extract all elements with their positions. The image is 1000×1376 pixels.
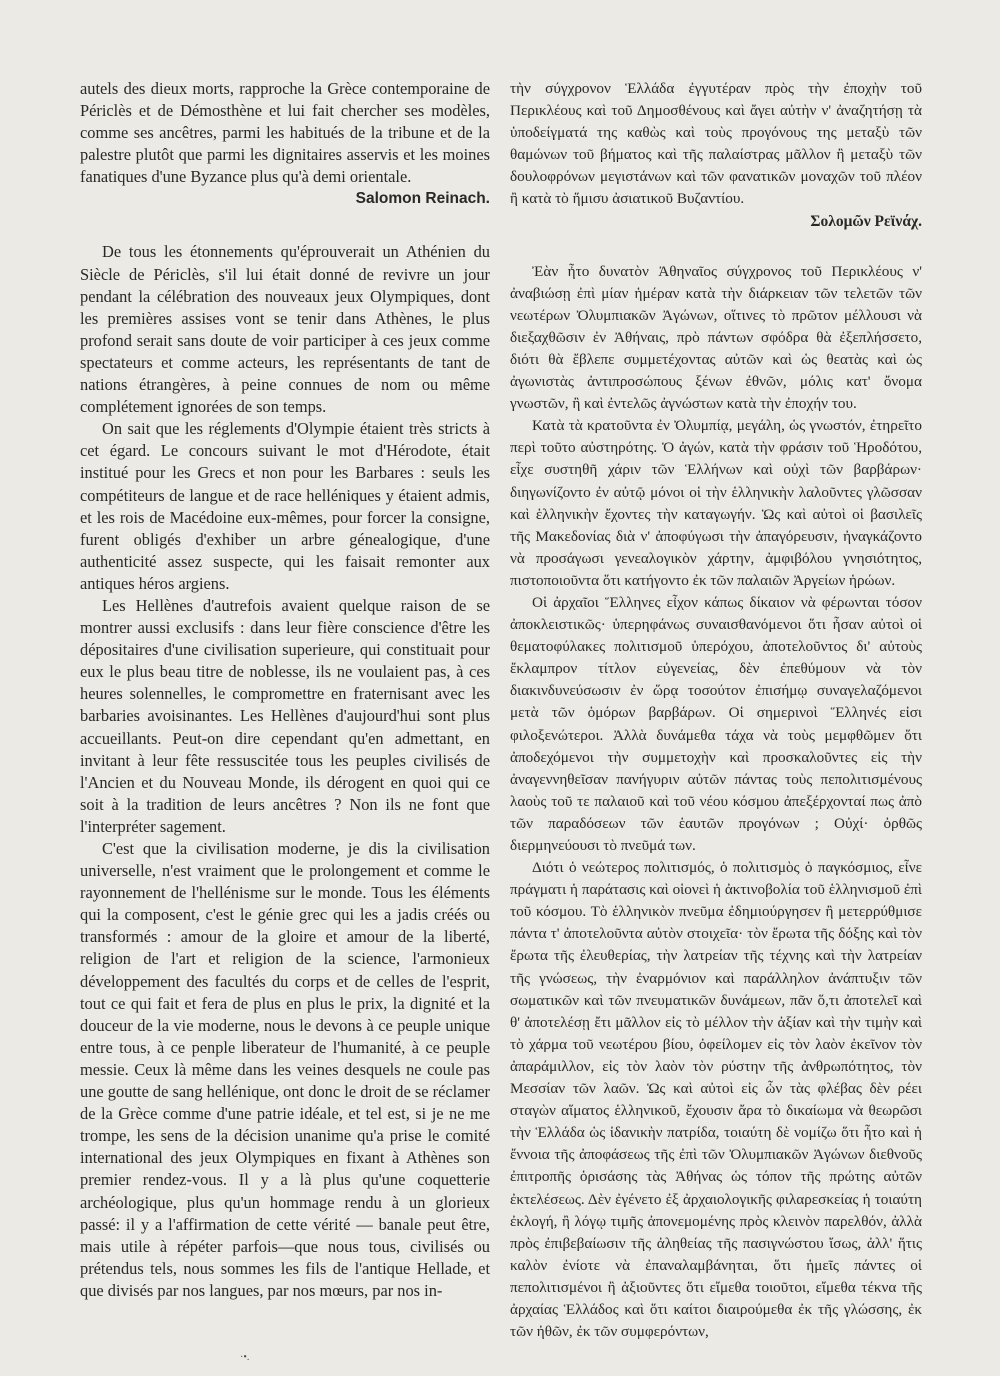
- french-intro-paragraph: autels des dieux morts, rapproche la Grèce contemporaine de Périclès et de Démosthène et lui fait chercher ses modèles, comme ses ancêtres, parmi les habitués de la tribune et de la palestre plutôt que parmi les dignitaires asservis et les moines fanatiques d'une Byzance plus qu'à demi orientale.: [80, 79, 490, 187]
- french-paragraph-3: Les Hellènes d'autrefois avaient quelque raison de se montrer aussi exclusifs : dans leur fière conscience d'être les dépositaires d'une civilisation superieure, qui constituait pour eux le plus beau titre de noblesse, ils ne voulaient pas, à ces heures solennelles, le compromettre en fraternisant avec les barbaries avoisinantes. Les Hellènes d'aujourd'hui sont plus accueillants. Peut-on dire cependant qu'en admettant, en invitant à leur fête ressuscitée tous les peuples civilisés de l'Ancien et du Nouveau Monde, ils dérogent en quoi qui ce soit à la tradition de leurs ancêtres ? Non ils ne font que l'interpréter sagement.: [80, 595, 490, 836]
- footer-printer-mark: ·•.: [240, 1352, 250, 1363]
- french-paragraph-4: C'est que la civilisation moderne, je dis la civilisation universelle, n'est vraiment que le prolongement et comme le rayonnement de l'hellénisme sur le monde. Tous les éléments qui la composent, c'est le génie grec qui les a jadis créés ou transformés : amour de la gloire et amour de la liberté, religion de l'art et religion de la science, l'armonieux développement des facultés du corps et de celles de l'esprit, tout ce qui fait et fera de plus en plus le prix, la dignité et la douceur de la vie moderne, nous le devons à ce peuple unique entre tous, à ce penple liberateur de l'humanité, à ce peuple messie. Ceux là même dans les veines desquels ne coule pas une goutte de sang hellénique, ont donc le droit de se réclamer de la Grèce comme d'une patrie idéale, et tel est, si je ne me trompe, les sens de la décision unanime qu'a prise le comité international des jeux Olympiques en fixant à Athènes son premier rendez-vous. Il y a là plus qu'une coquetterie archéologique, plus qu'un hommage rendu à un glorieux passé: il y a l'affirmation de cette vérité — banale peut être, mais utile à répéter parfois—que nous tous, civilisés ou prétendus tels, nous sommes les fils de l'antique Hellade, et que divisés par nos langues, par nos mœurs, par nos in-: [80, 839, 490, 1300]
- french-column: [80, 78, 490, 1302]
- greek-intro-paragraph: τὴν σύγχρονον Ἑλλάδα ἐγγυτέραν πρὸς τὴν ἐποχὴν τοῦ Περικλέους καὶ τοῦ Δημοσθένους καὶ ἄγει αὐτὴν ν' ἀναζητήσῃ τὰ ὑποδείγματά της καθὼς καὶ τοὺς προγόνους της μεταξὺ τῶν θαμώνων τοῦ βήματος καὶ τῆς παλαίστρας μᾶλλον ἢ μεταξὺ τῶν δουλοφρόνων μεγιστάνων καὶ τῶν φανατικῶν μοναχῶν τοῦ πλέον ἢ κατὰ τὸ ἥμισυ ἀσιατικοῦ Βυζαντίου.: [510, 80, 922, 208]
- greek-paragraph-3: Οἱ ἀρχαῖοι Ἕλληνες εἶχον κάπως δίκαιον νὰ φέρωνται τόσον ἀποκλειστικῶς· ὑπερηφάνως συναισθανόμενοι ὅτι ἦσαν αὐτοὶ οἱ θεματοφύλακες πολιτισμοῦ ὑπερόχου, ἀποτελοῦντος δι' αὐτοὺς ἔκλαμπρον τίτλον εὐγενείας, δὲν ἐπεθύμουν νὰ τὸν διακινδυνεύσωσιν ἐν ὥρᾳ τοσούτον ἐπισήμῳ συναγελαζόμενοι μετὰ τῶν ὁμόρων βαρβάρων. Οἱ σημερινοὶ Ἕλληνές εἰσι φιλοξενώτεροι. Ἀλλὰ δυνάμεθα τάχα νὰ τοὺς μεμφθῶμεν ὅτι ἀποδεχόμενοι τὴν συμμετοχὴν καὶ προσκαλοῦντες εἰς τὴν ἀναγεννηθεῖσαν πανήγυριν αὐτῶν πάντας τοὺς πεπολιτισμένους λαοὺς τοῦ τε παλαιοῦ καὶ τοῦ νέου κόσμου ἀπεξέρχονταί πως ἀπὸ τῶν παραδόσεων τῶν ἑαυτῶν προγόνων ; Οὐχί· ὀρθῶς διερμηνεύουσι τὸ πνεῦμά των.: [510, 593, 922, 854]
- greek-paragraph-1: Ἐὰν ἦτο δυνατὸν Ἀθηναῖος σύγχρονος τοῦ Περικλέους ν' ἀναβιώσῃ ἐπὶ μίαν ἡμέραν κατὰ τὴν διάρκειαν τῶν τελετῶν τῶν νεωτέρων Ὀλυμπιακῶν Ἀγώνων, οἵτινες τὸ πρῶτον μέλλουσι νὰ διεξαχθῶσιν ἐν Ἀθήναις, πρὸ πάντων σφόδρα θὰ ἐξεπλήσσετο, διότι θὰ ἔβλεπε συμμετέχοντας αὐτῶν καὶ ὡς θεατὰς καὶ ὡς ἀγωνιστὰς ἀντιπροσώπους ξένων ἐθνῶν, μόλις κατ' ὄνομα γνωστῶν, ἢ καὶ ἐντελῶς ἀγνώστων κατὰ τὴν ἐποχήν του.: [510, 262, 922, 413]
- french-signature: Salomon Reinach.: [355, 190, 490, 208]
- greek-signature: Σολομῶν Ρεϊνάχ.: [810, 212, 922, 230]
- greek-paragraph-2: Κατὰ τὰ κρατοῦντα ἐν Ὀλυμπίᾳ, μεγάλη, ὡς γνωστόν, ἐτηρεῖτο περὶ τοῦτο αὐστηρότης. Ὁ ἀγών, κατὰ τὴν φράσιν τοῦ Ἡροδότου, εἶχε συστηθῆ χάριν τῶν Ἑλλήνων καὶ οὐχὶ τῶν βαρβάρων· διηγωνίζοντο ἐν αὐτῷ μόνοι οἱ τὴν ἑλληνικὴν λαλοῦντες γλῶσσαν καὶ ἑλληνικὴν ἔχοντες τὴν καταγωγήν. Ὡς καὶ αὐτοὶ οἱ βασιλεῖς τῆς Μακεδονίας διὰ ν' ἀποφύγωσι τὴν ἀπαγόρευσιν, ἠναγκάζοντο νὰ προσάγωσι γενεαλογικὸν χάρτην, ἀμφιβόλου γνησιότητος, πιστοποιοῦντα ὅτι κατήγοντο ἐκ τῶν παλαιῶν Ἀργείων ἡρώων.: [510, 417, 922, 589]
- french-paragraph-1: De tous les étonnements qu'éprouverait un Athénien du Siècle de Périclès, s'il lui était donné de revivre un jour pendant la célébration des nouveaux jeux Olympiques, dont les premières assises vont se tenir dans Athènes, le plus profond serait sans doute de voir participer à ces jeux comme spectateurs et comme acteurs, les représentants de tant de nations étrangères, à peine connues de nom ou même complétement ignorées de son temps.: [80, 242, 490, 417]
- french-paragraph-2: On sait que les réglements d'Olympie étaient très stricts à cet égard. Le concours suivant le mot d'Hérodote, était institué pour les Grecs et non pour les Barbares : seuls les compétiteurs de langue et de race helléniques y étaient admis, et les rois de Macédoine eux-mêmes, pour forcer la consigne, furent obligés d'exhiber un arbre génealogique, d'une authenticité assez suspecte, qui les faisait remonter aux antiques héros argiens.: [80, 419, 490, 593]
- greek-section-gap: [510, 233, 922, 261]
- french-section-gap: [80, 210, 490, 241]
- greek-paragraph-4: Διότι ὁ νεώτερος πολιτισμός, ὁ πολιτισμὸς ὁ παγκόσμιος, εἶνε πράγματι ἡ παράτασις καὶ οἱονεὶ ἡ ἀκτινοβολία τοῦ ἑλληνισμοῦ ἐπὶ τοῦ κόσμου. Τὸ ἑλληνικὸν πνεῦμα ἐδημιούργησεν ἢ μετερρύθμισε πάντα τ' ἀποτελοῦντα αὐτὸν στοιχεῖα· τὸν ἔρωτα τῆς δόξης καὶ τὸν ἔρωτα τῆς ἐλευθερίας, τὴν λατρείαν τῆς τέχνης καὶ τὴν λατρείαν τῆς γνώσεως, τὴν ἐναρμόνιον καὶ παράλληλον ἀνάπτυξιν τῶν σωματικῶν καὶ τῶν πνευματικῶν δυνάμεων, πᾶν ὅ,τι ἀποτελεῖ καὶ θ' ἀποτελέσῃ ἔτι μᾶλλον εἰς τὸ μέλλον τὴν ἀξίαν καὶ τὴν τιμὴν καὶ τὸ χάρμα τοῦ νεωτέρου βίου, ὀφείλομεν εἰς τὸν λαὸν ἐκεῖνον τὸν ἀπαράμιλλον, εἰς τὸν λαὸν τὸν ρύστην τῆς ἀνθρωπότητος, τὸν Μεσσίαν τῶν λαῶν. Ὡς καὶ αὐτοὶ εἰς ὧν τὰς φλέβας δὲν ρέει σταγὼν αἵματος ἑλληνικοῦ, ἔχουσιν ἄρα τὸ δικαίωμα νὰ θεωρῶσι τὴν Ἑλλάδα ὡς ἰδανικὴν πατρίδα, τοιαύτη δὲ νομίζω ὅτι ἦτο καὶ ἡ ἔννοια τῆς ἀποφάσεως τῆς ἐπὶ τῶν Ὀλυμπιακῶν Ἀγώνων διεθνοῦς ἐπιτροπῆς ὁρισάσης τὰς Ἀθήνας ὡς τόπον τῆς πρώτης αὐτῶν ἐκτελέσεως. Δὲν ἐγένετο ἐξ ἀρχαιολογικῆς φιλαρεσκείας ἡ τοιαύτη ἐκλογή, ἢ λόγῳ τιμῆς ἀπονεμομένης πρὸς κλεινὸν παρελθόν, ἀλλὰ πρὸς ἐπιβεβαίωσιν τῆς ἀληθείας τῆς πασιγνώστου ἴσως, ἀλλ' ἥτις καλὸν ἐνίοτε νὰ ἐπαναλαμβάνηται, ὅτι ἡμεῖς πάντες οἱ πεπολιτισμένοι ἢ ἀξιοῦντες ὅτι εἴμεθα τοιοῦτοι, εἴμεθα τέκνα τῆς ἀρχαίας Ἑλλάδος καὶ ὅτι καίτοι διαιρούμεθα ἐκ τῆς γλώσσης, ἐκ τῶν ἠθῶν, ἐκ τῶν συμφερόντων,: [510, 859, 922, 1341]
- greek-column: [510, 78, 922, 1343]
